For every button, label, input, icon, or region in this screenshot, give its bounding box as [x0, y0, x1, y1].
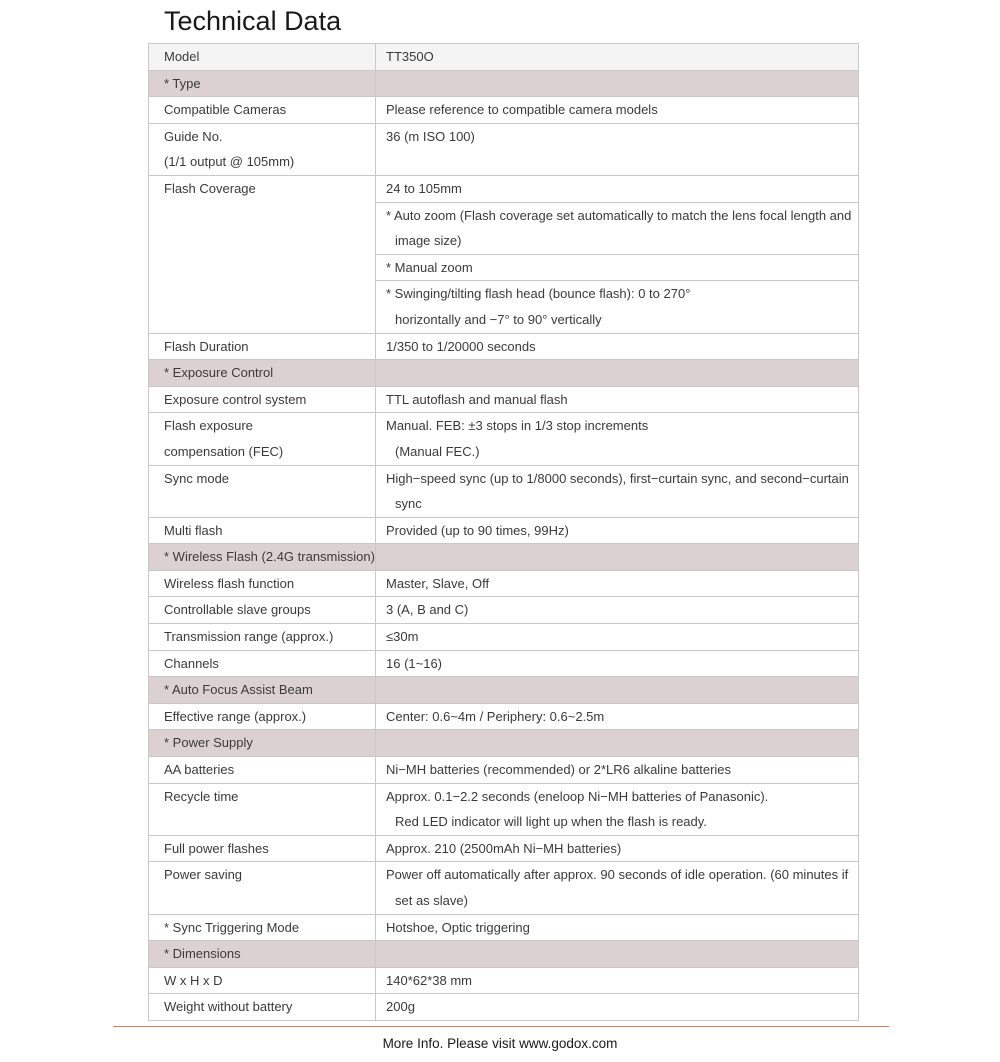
- spec-value: [376, 97, 859, 124]
- spec-value: [376, 333, 859, 360]
- spec-label: [149, 624, 376, 651]
- value-line: Power off automatically after approx. 90 seconds of idle operation. (60 minutes if: [386, 867, 849, 883]
- spec-value: [376, 465, 859, 517]
- label-line: Channels: [164, 655, 219, 671]
- spec-label: [149, 517, 376, 544]
- value-line: 16 (1~16): [386, 655, 443, 671]
- table-row: [149, 967, 859, 994]
- label-line: * Type: [164, 75, 201, 91]
- section-row: [149, 544, 859, 571]
- section-title: [149, 677, 376, 704]
- value-line: set as slave): [395, 893, 468, 908]
- label-line: Guide No.: [164, 128, 223, 144]
- section-title: [149, 730, 376, 757]
- value-line: [386, 71, 858, 97]
- page-title: Technical Data: [164, 6, 342, 36]
- spec-label: [149, 967, 376, 994]
- value-line: [386, 360, 858, 386]
- spec-label: [149, 597, 376, 624]
- spec-label: [149, 333, 376, 360]
- spec-value: [376, 624, 859, 651]
- value-line: Center: 0.6~4m / Periphery: 0.6~2.5m: [386, 708, 605, 724]
- value-line: (Manual FEC.): [395, 443, 480, 459]
- label-line: Effective range (approx.): [164, 708, 307, 724]
- label-line: Recycle time: [164, 788, 239, 804]
- spec-label: [149, 386, 376, 413]
- value-line: Red LED indicator will light up when the flash is ready.: [395, 814, 707, 830]
- section-title: [149, 544, 376, 571]
- value-line: sync: [395, 496, 422, 512]
- spec-value: [376, 862, 859, 914]
- value-line: 200g: [386, 999, 415, 1015]
- value-line: Hotshoe, Optic triggering: [386, 919, 530, 935]
- section-row: [149, 70, 859, 97]
- value-line: 1/350 to 1/20000 seconds: [386, 338, 536, 354]
- value-line: [386, 941, 858, 967]
- section-title: [149, 941, 376, 968]
- value-line: horizontally and −7° to 90° vertically: [395, 311, 602, 327]
- spec-value: [376, 597, 859, 624]
- table-row: [149, 994, 859, 1021]
- value-line: Provided (up to 90 times, 99Hz): [386, 522, 569, 538]
- value-line: [386, 544, 858, 570]
- label-line: Transmission range (approx.): [164, 629, 334, 645]
- label-line: Compatible Cameras: [164, 102, 287, 118]
- table-row: [149, 465, 859, 517]
- value-subrow: [376, 202, 858, 254]
- spec-label: [149, 570, 376, 597]
- value-line: [386, 677, 858, 703]
- table-row: [149, 123, 859, 175]
- table-row: [149, 570, 859, 597]
- spec-label: [149, 97, 376, 124]
- spec-value: [376, 386, 859, 413]
- spec-value: [376, 175, 859, 333]
- table-row: [149, 624, 859, 651]
- label-line: Wireless flash function: [164, 575, 295, 591]
- value-line: High−speed sync (up to 1/8000 seconds), first−curtain sync, and second−curtain: [386, 470, 849, 486]
- table-row: [149, 757, 859, 784]
- table-row: [149, 914, 859, 941]
- label-line: * Wireless Flash (2.4G transmission): [164, 549, 375, 565]
- value-line: * Auto zoom (Flash coverage set automatically to match the lens focal length and: [386, 207, 852, 223]
- value-line: Approx. 0.1−2.2 seconds (eneloop Ni−MH batteries of Panasonic).: [386, 788, 769, 804]
- spec-value: [376, 544, 859, 571]
- value-line: [386, 149, 858, 175]
- value-line: Master, Slave, Off: [386, 575, 490, 591]
- value-line: TT350O: [386, 49, 434, 64]
- label-line: * Auto Focus Assist Beam: [164, 682, 313, 698]
- value-line: * Swinging/tilting flash head (bounce flash): 0 to 270°: [386, 286, 691, 302]
- label-line: * Power Supply: [164, 735, 253, 751]
- value-line: Approx. 210 (2500mAh Ni−MH batteries): [386, 840, 622, 856]
- spec-value: [376, 835, 859, 862]
- value-line: [386, 730, 858, 756]
- value-line: Please reference to compatible camera models: [386, 102, 658, 118]
- label-line: Flash Duration: [164, 338, 249, 354]
- value-subrow: [376, 176, 858, 202]
- spec-value: [376, 570, 859, 597]
- spec-table: [148, 43, 859, 1021]
- label-line: compensation (FEC): [164, 443, 284, 459]
- label-line: * Exposure Control: [164, 365, 274, 381]
- spec-label: [149, 413, 376, 465]
- spec-value: [376, 44, 859, 71]
- value-line: ≤30m: [386, 629, 419, 645]
- table-row: [149, 97, 859, 124]
- spec-value: [376, 360, 859, 387]
- value-subrow: [376, 254, 858, 281]
- value-subrow: [376, 280, 858, 332]
- spec-value: [376, 123, 859, 175]
- label-line: Full power flashes: [164, 840, 269, 856]
- spec-label: [149, 650, 376, 677]
- label-line: Weight without battery: [164, 999, 293, 1015]
- section-row: [149, 941, 859, 968]
- table-row: [149, 44, 859, 71]
- footer-divider: [113, 1026, 889, 1027]
- label-line: (1/1 output @ 105mm): [164, 154, 295, 170]
- spec-label: [149, 994, 376, 1021]
- spec-label: [149, 914, 376, 941]
- table-row: [149, 597, 859, 624]
- spec-value: [376, 967, 859, 994]
- table-row: [149, 517, 859, 544]
- table-row: [149, 783, 859, 835]
- section-title: [149, 70, 376, 97]
- spec-label: [149, 835, 376, 862]
- label-line: Model: [164, 49, 200, 64]
- value-line: Manual. FEB: ±3 stops in 1/3 stop increments: [386, 418, 649, 434]
- spec-value: [376, 517, 859, 544]
- spec-table-body: [149, 44, 859, 1021]
- label-line: Power saving: [164, 867, 243, 883]
- spec-value: [376, 677, 859, 704]
- section-row: [149, 360, 859, 387]
- spec-value: [376, 650, 859, 677]
- label-line: * Dimensions: [164, 946, 241, 962]
- value-line: 36 (m ISO 100): [386, 128, 475, 144]
- spec-label: [149, 783, 376, 835]
- footer-text: More Info. Please visit www.godox.com: [382, 1036, 618, 1051]
- label-line: Sync mode: [164, 470, 230, 486]
- spec-label: [149, 703, 376, 730]
- spec-label: [149, 757, 376, 784]
- label-line: AA batteries: [164, 762, 235, 778]
- spec-value: [376, 413, 859, 465]
- spec-value: [376, 70, 859, 97]
- section-row: [149, 677, 859, 704]
- value-line: * Manual zoom: [386, 259, 473, 275]
- label-line: Exposure control system: [164, 391, 307, 407]
- spec-label: [149, 862, 376, 914]
- section-row: [149, 730, 859, 757]
- value-line: 140*62*38 mm: [386, 972, 472, 988]
- table-row: [149, 333, 859, 360]
- table-row: [149, 862, 859, 914]
- spec-label: [149, 175, 376, 333]
- value-line: TTL autoflash and manual flash: [386, 391, 568, 407]
- spec-label: [149, 465, 376, 517]
- spec-value: [376, 757, 859, 784]
- spec-value: [376, 914, 859, 941]
- table-row: [149, 386, 859, 413]
- table-row: [149, 413, 859, 465]
- spec-value: [376, 730, 859, 757]
- spec-value: [376, 941, 859, 968]
- value-line: Ni−MH batteries (recommended) or 2*LR6 alkaline batteries: [386, 762, 732, 778]
- table-row: [149, 703, 859, 730]
- label-line: Flash exposure: [164, 418, 253, 434]
- spec-label: [149, 44, 376, 71]
- table-row: [149, 650, 859, 677]
- spec-value: [376, 994, 859, 1021]
- spec-value: [376, 703, 859, 730]
- label-line: Flash Coverage: [164, 180, 256, 196]
- spec-label: [149, 123, 376, 175]
- value-line: 3 (A, B and C): [386, 602, 469, 618]
- table-row: [149, 835, 859, 862]
- label-line: W x H x D: [164, 972, 223, 988]
- value-line: image size): [395, 233, 462, 249]
- label-line: * Sync Triggering Mode: [164, 919, 300, 935]
- label-line: Multi flash: [164, 522, 223, 538]
- label-line: Controllable slave groups: [164, 602, 311, 618]
- value-line: 24 to 105mm: [386, 180, 462, 196]
- table-row: [149, 175, 859, 333]
- section-title: [149, 360, 376, 387]
- spec-value: [376, 783, 859, 835]
